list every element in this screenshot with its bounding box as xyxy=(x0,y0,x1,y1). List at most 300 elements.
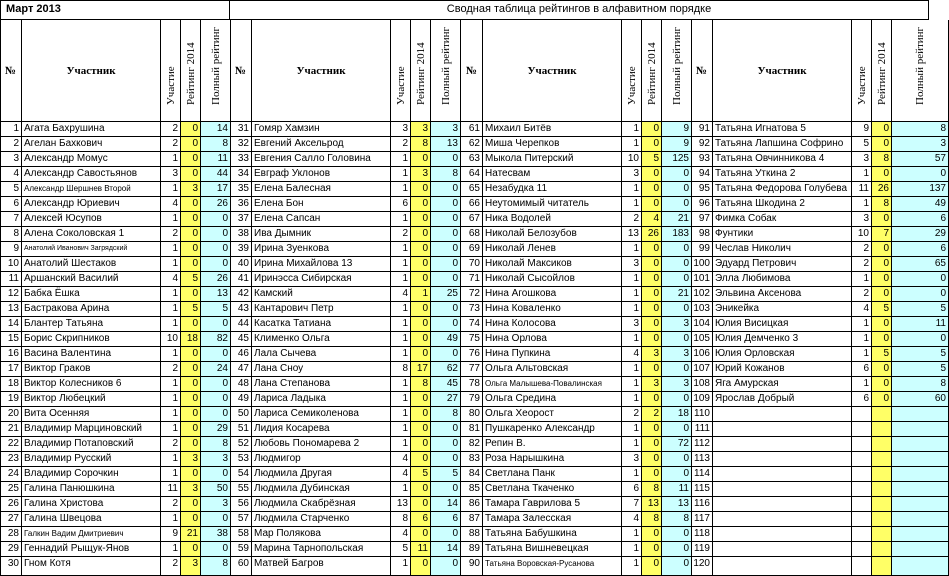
row-number[interactable]: 23 xyxy=(0,452,22,467)
row-number[interactable]: 49 xyxy=(230,392,252,407)
rating-2014[interactable]: 0 xyxy=(872,257,892,272)
rating-2014[interactable]: 0 xyxy=(181,392,201,407)
full-rating[interactable]: 60 xyxy=(892,392,949,407)
participation-count[interactable]: 2 xyxy=(161,122,181,137)
row-number[interactable]: 119 xyxy=(691,542,713,557)
participation-count[interactable]: 2 xyxy=(391,227,411,242)
participation-count[interactable] xyxy=(852,482,872,497)
participant-name[interactable] xyxy=(713,467,852,482)
row-number[interactable]: 10 xyxy=(0,257,22,272)
participant-name[interactable]: Людмила Дубинская xyxy=(252,482,391,497)
full-rating[interactable]: 0 xyxy=(431,212,461,227)
row-number[interactable]: 42 xyxy=(230,287,252,302)
participation-count[interactable]: 1 xyxy=(391,257,411,272)
row-number[interactable]: 45 xyxy=(230,332,252,347)
participation-count[interactable]: 1 xyxy=(161,302,181,317)
full-rating[interactable]: 6 xyxy=(892,242,949,257)
full-rating[interactable]: 0 xyxy=(431,482,461,497)
rating-2014[interactable]: 0 xyxy=(642,287,662,302)
full-rating[interactable]: 17 xyxy=(201,182,231,197)
participation-count[interactable]: 3 xyxy=(622,257,642,272)
full-rating[interactable]: 0 xyxy=(431,557,461,576)
participant-name[interactable]: Николай Белозубов xyxy=(483,227,622,242)
participant-name[interactable]: Татьяна Федорова Голубева xyxy=(713,182,852,197)
rating-2014[interactable]: 0 xyxy=(181,407,201,422)
full-rating[interactable]: 29 xyxy=(892,227,949,242)
participation-count[interactable]: 11 xyxy=(161,482,181,497)
rating-2014[interactable] xyxy=(872,512,892,527)
participant-name[interactable] xyxy=(713,557,852,576)
participant-name[interactable]: Александр Савостьянов xyxy=(22,167,161,182)
rating-2014[interactable]: 0 xyxy=(872,272,892,287)
participant-name[interactable]: Ольга Малышева-Повалинская xyxy=(483,377,622,392)
full-rating[interactable] xyxy=(892,482,949,497)
participant-name[interactable]: Татьяна Вишневецкая xyxy=(483,542,622,557)
participation-count[interactable]: 1 xyxy=(622,527,642,542)
full-rating[interactable]: 3 xyxy=(892,137,949,152)
full-rating[interactable]: 0 xyxy=(431,437,461,452)
participant-name[interactable]: Николай Максиков xyxy=(483,257,622,272)
full-rating[interactable]: 0 xyxy=(201,377,231,392)
rating-2014[interactable]: 0 xyxy=(181,422,201,437)
participant-name[interactable]: Виктор Колесников 6 xyxy=(22,377,161,392)
participation-count[interactable]: 1 xyxy=(622,242,642,257)
participant-name[interactable]: Нина Агошкова xyxy=(483,287,622,302)
rating-2014[interactable]: 0 xyxy=(181,317,201,332)
participation-count[interactable]: 3 xyxy=(622,317,642,332)
row-number[interactable]: 40 xyxy=(230,257,252,272)
participant-name[interactable]: Анатолий Иванович Загрядский xyxy=(22,242,161,257)
row-number[interactable]: 22 xyxy=(0,437,22,452)
participant-name[interactable]: Эльвина Аксенова xyxy=(713,287,852,302)
rating-2014[interactable]: 0 xyxy=(642,167,662,182)
full-rating[interactable]: 0 xyxy=(201,467,231,482)
full-rating[interactable]: 26 xyxy=(201,197,231,212)
row-number[interactable]: 101 xyxy=(691,272,713,287)
participation-count[interactable] xyxy=(852,512,872,527)
full-rating[interactable]: 13 xyxy=(431,137,461,152)
participant-name[interactable]: Людмила Скабрёзная xyxy=(252,497,391,512)
row-number[interactable]: 25 xyxy=(0,482,22,497)
row-number[interactable]: 78 xyxy=(461,377,483,392)
row-number[interactable]: 2 xyxy=(0,137,22,152)
participation-count[interactable]: 1 xyxy=(622,422,642,437)
participant-name[interactable]: Галкин Вадим Дмитриевич xyxy=(22,527,161,542)
participation-count[interactable]: 1 xyxy=(161,512,181,527)
full-rating[interactable]: 26 xyxy=(201,272,231,287)
participation-count[interactable]: 3 xyxy=(852,152,872,167)
row-number[interactable]: 69 xyxy=(461,242,483,257)
participation-count[interactable]: 13 xyxy=(391,497,411,512)
participation-count[interactable]: 7 xyxy=(622,497,642,512)
participant-name[interactable]: Александр Момус xyxy=(22,152,161,167)
row-number[interactable]: 86 xyxy=(461,497,483,512)
participant-name[interactable]: Касатка Татиана xyxy=(252,317,391,332)
row-number[interactable]: 98 xyxy=(691,227,713,242)
rating-2014[interactable]: 2 xyxy=(642,407,662,422)
participant-name[interactable]: Анатолий Шестаков xyxy=(22,257,161,272)
participation-count[interactable] xyxy=(852,542,872,557)
row-number[interactable]: 1 xyxy=(0,122,22,137)
participant-name[interactable]: Бастракова Арина xyxy=(22,302,161,317)
rating-2014[interactable]: 0 xyxy=(642,257,662,272)
rating-2014[interactable]: 1 xyxy=(411,287,431,302)
participant-name[interactable]: Нина Орлова xyxy=(483,332,622,347)
rating-2014[interactable]: 0 xyxy=(642,272,662,287)
rating-2014[interactable]: 0 xyxy=(642,302,662,317)
participant-name[interactable]: Эникейка xyxy=(713,302,852,317)
rating-2014[interactable]: 0 xyxy=(411,407,431,422)
full-rating[interactable]: 125 xyxy=(662,152,692,167)
participation-count[interactable]: 2 xyxy=(161,557,181,576)
participant-name[interactable]: Александр Шершнев Второй xyxy=(22,182,161,197)
row-number[interactable]: 118 xyxy=(691,527,713,542)
row-number[interactable]: 20 xyxy=(0,407,22,422)
full-rating[interactable]: 13 xyxy=(201,287,231,302)
participant-name[interactable]: Ива Дымник xyxy=(252,227,391,242)
rating-2014[interactable]: 8 xyxy=(642,482,662,497)
row-number[interactable]: 110 xyxy=(691,407,713,422)
participation-count[interactable]: 3 xyxy=(161,167,181,182)
row-number[interactable]: 113 xyxy=(691,452,713,467)
full-rating[interactable]: 0 xyxy=(892,167,949,182)
rating-2014[interactable]: 0 xyxy=(642,542,662,557)
full-rating[interactable]: 0 xyxy=(201,542,231,557)
participant-name[interactable]: Бабка Ёшка xyxy=(22,287,161,302)
participation-count[interactable]: 1 xyxy=(161,452,181,467)
rating-2014[interactable]: 0 xyxy=(642,182,662,197)
rating-2014[interactable]: 0 xyxy=(181,362,201,377)
row-number[interactable]: 83 xyxy=(461,452,483,467)
rating-2014[interactable]: 5 xyxy=(181,272,201,287)
row-number[interactable]: 111 xyxy=(691,422,713,437)
participant-name[interactable]: Фунтики xyxy=(713,227,852,242)
participation-count[interactable]: 2 xyxy=(161,137,181,152)
participant-name[interactable] xyxy=(713,527,852,542)
participation-count[interactable]: 6 xyxy=(852,362,872,377)
participation-count[interactable]: 5 xyxy=(391,542,411,557)
row-number[interactable]: 114 xyxy=(691,467,713,482)
participant-name[interactable]: Тамара Гаврилова 5 xyxy=(483,497,622,512)
rating-2014[interactable]: 8 xyxy=(872,197,892,212)
participant-name[interactable]: Эдуард Петрович xyxy=(713,257,852,272)
full-rating[interactable]: 0 xyxy=(662,542,692,557)
row-number[interactable]: 63 xyxy=(461,152,483,167)
rating-2014[interactable]: 0 xyxy=(411,557,431,576)
rating-2014[interactable]: 0 xyxy=(181,242,201,257)
participant-name[interactable]: Елена Балесная xyxy=(252,182,391,197)
rating-2014[interactable]: 0 xyxy=(872,287,892,302)
row-number[interactable]: 41 xyxy=(230,272,252,287)
full-rating[interactable]: 3 xyxy=(201,452,231,467)
full-rating[interactable]: 0 xyxy=(662,197,692,212)
participant-name[interactable]: Клименко Ольга xyxy=(252,332,391,347)
rating-2014[interactable]: 0 xyxy=(642,422,662,437)
row-number[interactable]: 33 xyxy=(230,152,252,167)
row-number[interactable]: 59 xyxy=(230,542,252,557)
full-rating[interactable]: 14 xyxy=(431,542,461,557)
row-number[interactable]: 7 xyxy=(0,212,22,227)
full-rating[interactable]: 6 xyxy=(431,512,461,527)
participation-count[interactable]: 1 xyxy=(391,272,411,287)
participant-name[interactable]: Ирина Михайлова 13 xyxy=(252,257,391,272)
rating-2014[interactable]: 0 xyxy=(181,212,201,227)
participation-count[interactable]: 1 xyxy=(161,407,181,422)
rating-2014[interactable]: 0 xyxy=(411,497,431,512)
rating-2014[interactable]: 0 xyxy=(411,452,431,467)
participation-count[interactable]: 1 xyxy=(391,437,411,452)
full-rating[interactable]: 0 xyxy=(431,257,461,272)
full-rating[interactable]: 8 xyxy=(892,377,949,392)
row-number[interactable]: 67 xyxy=(461,212,483,227)
participation-count[interactable] xyxy=(852,497,872,512)
participation-count[interactable]: 6 xyxy=(622,482,642,497)
row-number[interactable]: 16 xyxy=(0,347,22,362)
row-number[interactable]: 64 xyxy=(461,167,483,182)
full-rating[interactable]: 0 xyxy=(201,212,231,227)
participation-count[interactable]: 1 xyxy=(391,212,411,227)
row-number[interactable]: 91 xyxy=(691,122,713,137)
row-number[interactable]: 47 xyxy=(230,362,252,377)
row-number[interactable]: 60 xyxy=(230,557,252,576)
rating-2014[interactable]: 0 xyxy=(181,167,201,182)
participation-count[interactable] xyxy=(852,437,872,452)
participation-count[interactable]: 9 xyxy=(161,527,181,542)
row-number[interactable]: 17 xyxy=(0,362,22,377)
row-number[interactable]: 21 xyxy=(0,422,22,437)
rating-2014[interactable]: 0 xyxy=(642,527,662,542)
participant-name[interactable]: Марина Тарнопольская xyxy=(252,542,391,557)
full-rating[interactable]: 11 xyxy=(201,152,231,167)
row-number[interactable]: 92 xyxy=(691,137,713,152)
rating-2014[interactable]: 0 xyxy=(872,377,892,392)
participant-name[interactable]: Татьяна Лапшина Софрино xyxy=(713,137,852,152)
participation-count[interactable]: 6 xyxy=(391,197,411,212)
row-number[interactable]: 35 xyxy=(230,182,252,197)
full-rating[interactable]: 5 xyxy=(431,467,461,482)
row-number[interactable]: 82 xyxy=(461,437,483,452)
row-number[interactable]: 53 xyxy=(230,452,252,467)
full-rating[interactable]: 0 xyxy=(662,332,692,347)
participant-name[interactable]: Агелан Бахкович xyxy=(22,137,161,152)
participant-name[interactable]: Ника Водолей xyxy=(483,212,622,227)
rating-2014[interactable]: 0 xyxy=(642,557,662,576)
participant-name[interactable]: Чеслав Николич xyxy=(713,242,852,257)
full-rating[interactable]: 6 xyxy=(892,212,949,227)
participant-name[interactable]: Элла Любимова xyxy=(713,272,852,287)
rating-2014[interactable]: 0 xyxy=(411,437,431,452)
rating-2014[interactable]: 0 xyxy=(181,497,201,512)
row-number[interactable]: 57 xyxy=(230,512,252,527)
participant-name[interactable]: Кантарович Петр xyxy=(252,302,391,317)
participation-count[interactable]: 1 xyxy=(391,407,411,422)
rating-2014[interactable] xyxy=(872,527,892,542)
full-rating[interactable]: 0 xyxy=(892,287,949,302)
participant-name[interactable]: Елена Сапсан xyxy=(252,212,391,227)
row-number[interactable]: 112 xyxy=(691,437,713,452)
row-number[interactable]: 48 xyxy=(230,377,252,392)
row-number[interactable]: 8 xyxy=(0,227,22,242)
participation-count[interactable]: 1 xyxy=(622,272,642,287)
full-rating[interactable]: 0 xyxy=(662,302,692,317)
row-number[interactable]: 81 xyxy=(461,422,483,437)
sheet-title[interactable]: Сводная таблица рейтингов в алфавитном порядке xyxy=(230,0,929,20)
participant-name[interactable]: Юлия Орловская xyxy=(713,347,852,362)
participant-name[interactable]: Татьяна Бабушкина xyxy=(483,527,622,542)
row-number[interactable]: 30 xyxy=(0,557,22,576)
participant-name[interactable]: Нина Коваленко xyxy=(483,302,622,317)
participation-count[interactable]: 2 xyxy=(852,287,872,302)
full-rating[interactable]: 24 xyxy=(201,362,231,377)
participation-count[interactable]: 2 xyxy=(622,212,642,227)
row-number[interactable]: 50 xyxy=(230,407,252,422)
full-rating[interactable]: 21 xyxy=(662,212,692,227)
row-number[interactable]: 55 xyxy=(230,482,252,497)
rating-2014[interactable]: 8 xyxy=(872,152,892,167)
participant-name[interactable]: Людмила Старченко xyxy=(252,512,391,527)
participant-name[interactable]: Лариса Ладыка xyxy=(252,392,391,407)
participant-name[interactable] xyxy=(713,422,852,437)
participation-count[interactable]: 1 xyxy=(161,242,181,257)
rating-2014[interactable]: 7 xyxy=(872,227,892,242)
participation-count[interactable]: 9 xyxy=(852,122,872,137)
rating-2014[interactable]: 6 xyxy=(411,512,431,527)
full-rating[interactable]: 0 xyxy=(431,197,461,212)
rating-2014[interactable]: 0 xyxy=(411,422,431,437)
full-rating[interactable]: 44 xyxy=(201,167,231,182)
participation-count[interactable]: 10 xyxy=(622,152,642,167)
participant-name[interactable]: Репин В. xyxy=(483,437,622,452)
participation-count[interactable]: 4 xyxy=(852,302,872,317)
full-rating[interactable]: 0 xyxy=(201,242,231,257)
rating-2014[interactable]: 0 xyxy=(411,227,431,242)
participant-name[interactable]: Камский xyxy=(252,287,391,302)
rating-2014[interactable]: 0 xyxy=(411,347,431,362)
full-rating[interactable]: 72 xyxy=(662,437,692,452)
rating-2014[interactable]: 0 xyxy=(872,122,892,137)
participation-count[interactable]: 1 xyxy=(391,182,411,197)
row-number[interactable]: 77 xyxy=(461,362,483,377)
row-number[interactable]: 85 xyxy=(461,482,483,497)
full-rating[interactable]: 0 xyxy=(431,152,461,167)
participation-count[interactable]: 2 xyxy=(161,497,181,512)
row-number[interactable]: 44 xyxy=(230,317,252,332)
rating-2014[interactable]: 0 xyxy=(181,347,201,362)
rating-2014[interactable]: 11 xyxy=(411,542,431,557)
rating-2014[interactable]: 0 xyxy=(872,317,892,332)
full-rating[interactable]: 21 xyxy=(662,287,692,302)
full-rating[interactable] xyxy=(892,512,949,527)
full-rating[interactable]: 0 xyxy=(662,557,692,576)
full-rating[interactable]: 5 xyxy=(892,302,949,317)
participant-name[interactable]: Евгений Аксельрод xyxy=(252,137,391,152)
row-number[interactable]: 117 xyxy=(691,512,713,527)
participant-name[interactable]: Нина Колосова xyxy=(483,317,622,332)
full-rating[interactable]: 0 xyxy=(431,272,461,287)
participation-count[interactable]: 1 xyxy=(391,317,411,332)
row-number[interactable]: 32 xyxy=(230,137,252,152)
participant-name[interactable]: Пушкаренко Александр xyxy=(483,422,622,437)
participant-name[interactable]: Лана Сноу xyxy=(252,362,391,377)
participant-name[interactable]: Аршанский Василий xyxy=(22,272,161,287)
participant-name[interactable]: Елена Бон xyxy=(252,197,391,212)
participation-count[interactable]: 2 xyxy=(852,257,872,272)
participation-count[interactable]: 10 xyxy=(852,227,872,242)
participant-name[interactable]: Михаил Битёв xyxy=(483,122,622,137)
participant-name[interactable]: Татьяна Шкодина 2 xyxy=(713,197,852,212)
participation-count[interactable] xyxy=(852,527,872,542)
full-rating[interactable]: 0 xyxy=(431,227,461,242)
row-number[interactable]: 37 xyxy=(230,212,252,227)
row-number[interactable]: 34 xyxy=(230,167,252,182)
full-rating[interactable]: 65 xyxy=(892,257,949,272)
full-rating[interactable]: 49 xyxy=(431,332,461,347)
row-number[interactable]: 36 xyxy=(230,197,252,212)
rating-2014[interactable] xyxy=(872,497,892,512)
participation-count[interactable]: 1 xyxy=(622,332,642,347)
participation-count[interactable]: 1 xyxy=(391,152,411,167)
participation-count[interactable]: 1 xyxy=(622,182,642,197)
rating-2014[interactable]: 0 xyxy=(872,392,892,407)
row-number[interactable]: 87 xyxy=(461,512,483,527)
row-number[interactable]: 38 xyxy=(230,227,252,242)
full-rating[interactable]: 3 xyxy=(662,377,692,392)
participation-count[interactable]: 1 xyxy=(852,272,872,287)
participant-name[interactable]: Виктор Любецкий xyxy=(22,392,161,407)
participation-count[interactable]: 1 xyxy=(852,332,872,347)
rating-2014[interactable]: 0 xyxy=(411,332,431,347)
participant-name[interactable]: Ольга Альтовская xyxy=(483,362,622,377)
row-number[interactable]: 103 xyxy=(691,302,713,317)
full-rating[interactable]: 0 xyxy=(431,182,461,197)
participant-name[interactable]: Блантер Татьяна xyxy=(22,317,161,332)
participant-name[interactable]: Нина Пупкина xyxy=(483,347,622,362)
full-rating[interactable]: 0 xyxy=(662,527,692,542)
full-rating[interactable] xyxy=(892,437,949,452)
rating-2014[interactable]: 0 xyxy=(642,332,662,347)
rating-2014[interactable]: 26 xyxy=(872,182,892,197)
participant-name[interactable]: Яга Амурская xyxy=(713,377,852,392)
row-number[interactable]: 28 xyxy=(0,527,22,542)
participant-name[interactable]: Людмила Другая xyxy=(252,467,391,482)
participation-count[interactable]: 1 xyxy=(161,257,181,272)
participation-count[interactable]: 1 xyxy=(161,542,181,557)
rating-2014[interactable]: 0 xyxy=(642,467,662,482)
rating-2014[interactable]: 5 xyxy=(181,302,201,317)
rating-2014[interactable]: 3 xyxy=(411,122,431,137)
participation-count[interactable]: 6 xyxy=(852,392,872,407)
participation-count[interactable]: 1 xyxy=(622,377,642,392)
rating-2014[interactable]: 0 xyxy=(411,197,431,212)
full-rating[interactable] xyxy=(892,467,949,482)
rating-2014[interactable] xyxy=(872,422,892,437)
full-rating[interactable]: 3 xyxy=(201,497,231,512)
participant-name[interactable]: Владимир Потаповский xyxy=(22,437,161,452)
full-rating[interactable]: 38 xyxy=(201,527,231,542)
participation-count[interactable]: 1 xyxy=(161,467,181,482)
participation-count[interactable]: 1 xyxy=(852,317,872,332)
participation-count[interactable]: 1 xyxy=(391,347,411,362)
row-number[interactable]: 73 xyxy=(461,302,483,317)
full-rating[interactable]: 0 xyxy=(431,527,461,542)
row-number[interactable]: 46 xyxy=(230,347,252,362)
participation-count[interactable]: 3 xyxy=(852,212,872,227)
participant-name[interactable] xyxy=(713,452,852,467)
row-number[interactable]: 109 xyxy=(691,392,713,407)
row-number[interactable]: 31 xyxy=(230,122,252,137)
row-number[interactable]: 19 xyxy=(0,392,22,407)
full-rating[interactable]: 11 xyxy=(662,482,692,497)
